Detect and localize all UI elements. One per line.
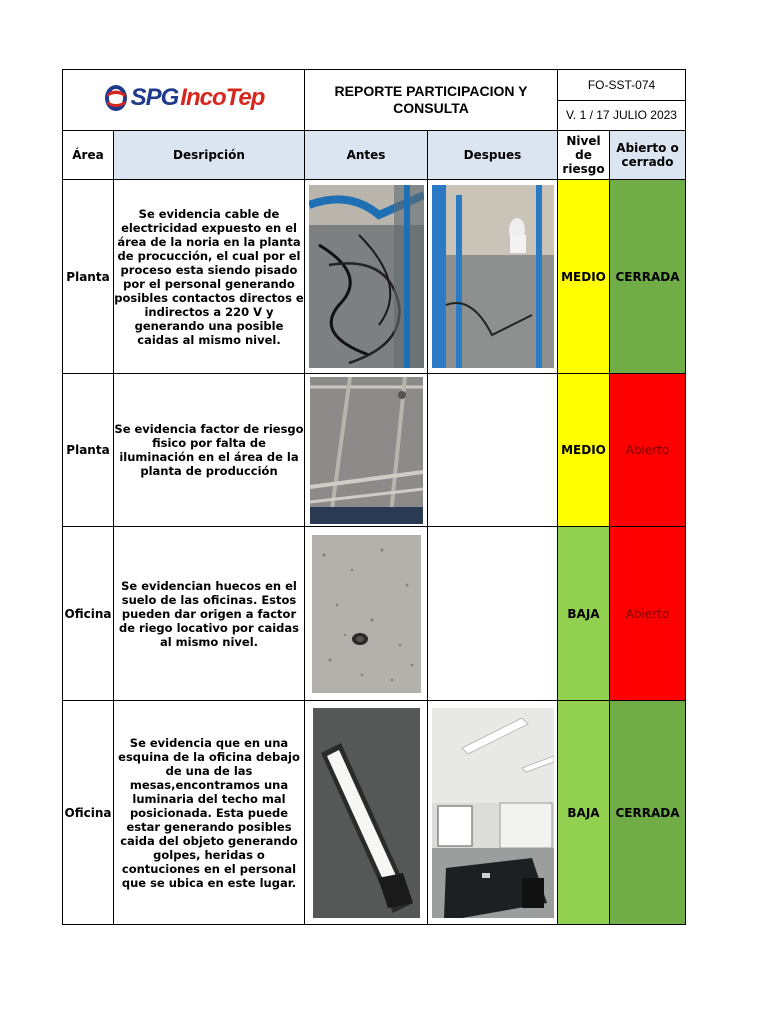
row-area: Planta	[63, 180, 114, 374]
row-area: Oficina	[63, 701, 114, 925]
document-code: FO-SST-074	[558, 70, 686, 101]
row-description: Se evidencia cable de electricidad expuesto en el área de la noria en la planta de procucción, el cual por el proceso esta siendo pisado por el personal generando posibles contactos directos e indirectos a 220 V y generando una posible caidas al mismo nivel.	[114, 180, 305, 374]
column-header-status: Abierto o cerrado	[610, 131, 686, 180]
row-area: Oficina	[63, 527, 114, 701]
status-text: Abierto	[625, 443, 670, 457]
row-area: Planta	[63, 374, 114, 527]
table-row	[63, 527, 686, 701]
photo-after-office-image	[432, 708, 554, 918]
photo-before-floor-image	[312, 535, 421, 693]
table-row	[63, 180, 686, 374]
photo-before-cable-image	[309, 185, 424, 368]
photo-after-empty-cell	[428, 527, 558, 701]
column-header-after: Despues	[428, 131, 558, 180]
status-badge	[610, 374, 686, 527]
photo-after-cell	[428, 180, 558, 374]
risk-badge: BAJA	[558, 527, 610, 701]
table-row	[63, 701, 686, 925]
risk-badge: BAJA	[558, 701, 610, 925]
photo-after-cell	[428, 701, 558, 925]
row-description: Se evidencian huecos en el suelo de las oficinas. Estos pueden dar origen a factor de riego locativo por caidas al mismo nivel.	[114, 527, 305, 701]
photo-before-cell	[305, 180, 428, 374]
risk-badge: MEDIO	[558, 374, 610, 527]
photo-before-ceiling-image	[310, 377, 423, 524]
status-badge: CERRADA	[610, 701, 686, 925]
risk-badge: MEDIO	[558, 180, 610, 374]
photo-after-cable-image	[432, 185, 554, 368]
status-badge: CERRADA	[610, 180, 686, 374]
column-header-before: Antes	[305, 131, 428, 180]
row-description: Se evidencia factor de riesgo fisico por falta de iluminación en el área de la planta de producción	[114, 374, 305, 527]
row-description: Se evidencia que en una esquina de la oficina debajo de una de las mesas,encontramos una luminaria del techo mal posicionada. Esta puede estar generando posibles caida del objeto generando golpes, heridas o contuciones en el personal que se ubica en este lugar.	[114, 701, 305, 925]
column-header-description: Desripción	[114, 131, 305, 180]
photo-before-luminaire-image	[313, 708, 420, 918]
report-table	[62, 69, 686, 925]
column-header-area: Área	[63, 131, 114, 180]
logo-emblem-icon	[103, 83, 129, 113]
photo-before-cell	[305, 527, 428, 701]
logo-text-spg: SPG	[130, 83, 179, 111]
document-version: V. 1 / 17 JULIO 2023	[558, 100, 686, 131]
photo-before-cell	[305, 701, 428, 925]
column-header-risk: Nivel de riesgo	[558, 131, 610, 180]
status-badge	[610, 527, 686, 701]
company-logo	[103, 83, 265, 113]
table-row	[63, 374, 686, 527]
logo-text-incotep: IncoTep	[180, 83, 265, 111]
status-text: Abierto	[625, 606, 670, 621]
report-title: REPORTE PARTICIPACION Y CONSULTA	[305, 70, 558, 131]
photo-before-cell	[305, 374, 428, 527]
logo-cell	[63, 70, 305, 131]
photo-after-empty-cell	[428, 374, 558, 527]
